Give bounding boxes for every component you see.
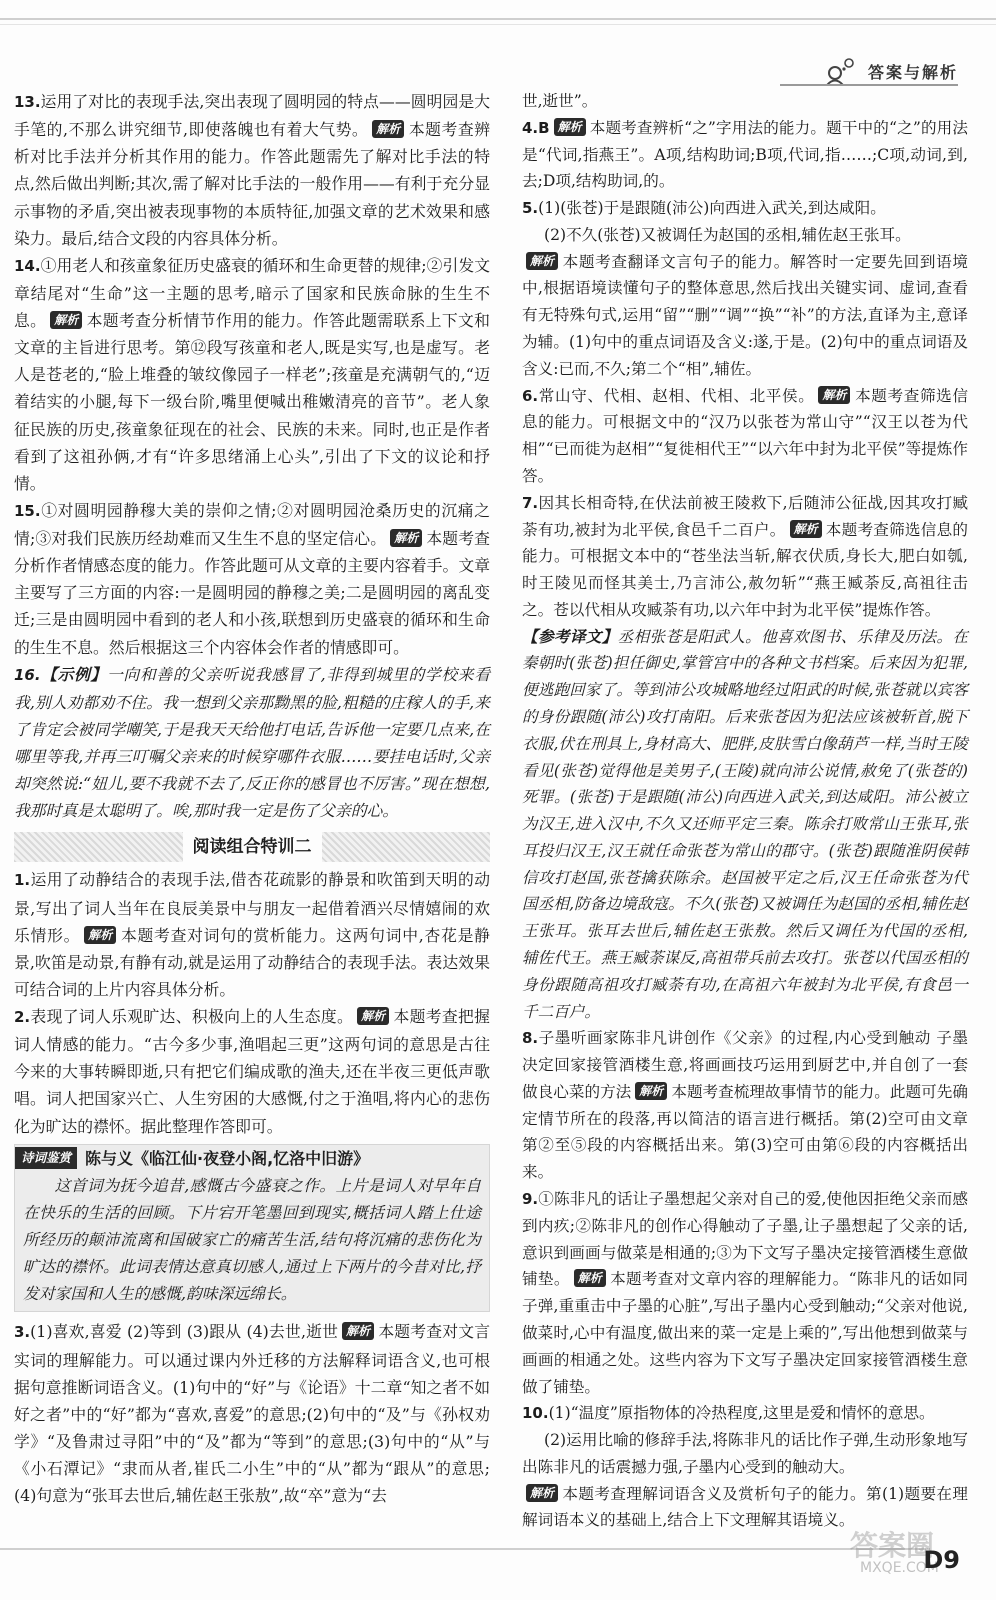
item-number: 9. — [522, 1190, 539, 1209]
analysis-text: 本题考查翻译文言句子的能力。解答时一定要先回到语境中,根据语境读懂句子的整体意思,然后找出关键实词、虚词,查看有无特殊句式,运用“留”“删”“调”“换”“补”的方法,直译为主,意译为辅。(1)句中的重点词语及含义:遂,于是。(2)句中的重点词语及含义:已而,不久;第二个“相”,辅佐。 — [522, 252, 968, 378]
thinking-person-icon — [824, 56, 858, 86]
bottom-divider — [0, 1548, 930, 1550]
answer-item-8 — [522, 1025, 968, 1186]
answer-text: ①用老人和孩童象征历史盛衰的循环和生命更替的规律;②引发文章结尾对“生命”这一主题的思考,暗示了国家和民族命脉的生生不息。 — [14, 255, 490, 330]
section-title: 阅读组合特训二 — [183, 832, 322, 862]
answer-item-4 — [522, 115, 968, 195]
item-number: 15. — [14, 501, 41, 520]
answer-text: 子墨听画家陈非凡讲创作《父亲》的过程,内心受到触动 子墨决定回家接管酒楼生意,将画画技巧运用到厨艺中,并自创了一套做良心菜的方法 — [522, 1029, 968, 1101]
reference-translation — [522, 624, 968, 1026]
watermark-url: MXQE.COM — [860, 1560, 939, 1576]
analysis-text: 本题考查对文章内容的理解能力。“陈非凡的话如同子弹,重重击中子墨的心脏”,写出子墨内心受到触动;“父亲对他说,做菜时,心中有温度,做出来的菜一定是上乘的”,写出他想到做菜与画画的相通之处。这些内容为下文写子墨决定回家接管酒楼生意做了铺垫。 — [522, 1270, 968, 1396]
item-number: 1. — [14, 871, 31, 890]
analysis-text: 本题考查对词句的赏析能力。这两句词中,杏花是静景,吹笛是动景,有静有动,就是运用了动静结合的表现手法。表达效果可结合词的上片内容具体分析。 — [14, 925, 490, 999]
item-number: 6. — [522, 386, 539, 405]
answer-text: B — [538, 118, 550, 137]
answer-text-2: (2)运用比喻的修辞手法,将陈非凡的话比作子弹,生动形象地写出陈非凡的话震撼力强,子墨内心受到的触动大。 — [522, 1431, 968, 1476]
left-column — [14, 88, 490, 1509]
example-text: 一向和善的父亲听说我感冒了,非得到城里的学校来看我,别人劝都劝不住。我一想到父亲那黝黑的脸,粗糙的庄稼人的手,来了肯定会被同学嘲笑,于是我天天给他打电话,告诉他一定要几点来,在哪里等我,并再三叮嘱父亲来的时候穿哪件衣服……要挂电话时,父亲却突然说:“妞儿,要不我就不去了,反正你的感冒也不厉害。”现在想想,我那时真是太聪明了。唉,那时我一定是伤了父亲的心。 — [14, 664, 490, 821]
reference-text: 丞相张苍是阳武人。他喜欢图书、乐律及历法。在秦朝时(张苍)担任御史,掌管宫中的各种文书档案。后来因为犯罪,便逃跑回家了。等到沛公攻城略地经过阳武的时候,张苍就以宾客的身份跟随(沛公)攻打南阳。后来张苍因为犯法应该被斩首,脱下衣服,伏在刑具上,身材高大、肥胖,皮肤雪白像葫芦一样,当时王陵看见(张苍)觉得他是美男子,(王陵)就向沛公说情,赦免了(张苍的)死罪。(张苍)于是跟随(沛公)向西进入武关,到达咸阳。沛公被立为汉王,进入汉中,不久又还师平定三秦。陈余打败常山王张耳,张耳投归汉王,汉王就任命张苍为常山的郡守。(张苍)跟随淮阴侯韩信攻打赵国,张苍擒获陈余。赵国被平定之后,汉王任命张苍为代国丞相,防备边境敌寇。不久(张苍)又被调任为赵国的丞相,辅佐赵王张耳。张耳去世后,辅佐赵王张敖。然后又调任为代国的丞相,辅佐代王。燕王臧荼谋反,高祖带兵前去攻打。张苍以代国丞相的身份跟随高祖攻打臧荼有功,在高祖六年被封为北平侯,有食邑一千二百户。 — [522, 627, 969, 1021]
answer-item-14 — [14, 252, 490, 497]
page-number: D9 — [923, 1546, 960, 1574]
item-number: 13. — [14, 93, 41, 111]
answer-item-s3 — [14, 1318, 490, 1509]
poem-tag: 诗词鉴赏 — [15, 1147, 77, 1169]
item-number: 4. — [522, 118, 539, 137]
analysis-text: 本题考查筛选信息的能力。可根据文本中的“苍坐法当斩,解衣伏质,身长大,肥白如瓠,时王陵见而怪其美士,乃言沛公,赦勿斩”“燕王臧荼反,高祖往击之。苍以代相从攻臧荼有功,以六年中封为北平侯”提炼作答。 — [522, 520, 968, 619]
item-number: 14. — [14, 256, 41, 275]
item-number: 16. — [14, 665, 41, 684]
header-underline — [780, 84, 958, 86]
analysis-tag: 解析 — [526, 1484, 558, 1502]
item-number: 5. — [522, 199, 539, 218]
example-label: 【示例】 — [40, 664, 107, 684]
analysis-text: 本题考查对文言实词的理解能力。可以通过课内外迁移的方法解释词语含义,也可根据句意推断词语含义。(1)句中的“好”与《论语》十二章“知之者不如好之者”中的“好”都为“喜欢,喜爱”的意思;(2)句中的“及”与《孙权劝学》“及鲁肃过寻阳”中的“及”都为“等到”的意思;(3)句中的“从”与《小石潭记》“隶而从者,崔氏二小生”中的“从”都为“跟从”的意思;(4)句意为“张耳去世后,辅佐赵王张敖”,故“卒”意为“去 — [14, 1322, 490, 1506]
analysis-tag: 解析 — [390, 529, 422, 547]
poem-title: 陈与义《临江仙·夜登小阁,忆洛中旧游》 — [85, 1148, 370, 1168]
answer-item-10 — [522, 1400, 968, 1534]
analysis-tag: 解析 — [574, 1269, 606, 1287]
reference-label: 【参考译文】 — [522, 627, 618, 646]
item-number: 3. — [14, 1323, 31, 1342]
analysis-tag: 解析 — [372, 120, 404, 138]
answer-item-6 — [522, 383, 968, 490]
analysis-text: 本题考查分析作者情感态度的能力。作答此题可从文章的主要内容着手。文章主要写了三方面的内容:一是圆明园的静穆之美;二是圆明园的离乱变迁;三是由圆明园中看到的老人和小孩,联想到历史盛衰的循环和生命的生生不息。然后根据这三个内容体会作者的情感即可。 — [14, 529, 490, 657]
answer-text: 运用了对比的表现手法,突出表现了圆明园的特点——圆明园是大手笔的,不那么讲究细节,即使落魄也有着大气势。 — [14, 92, 490, 140]
analysis-text: 本题考查梳理故事情节的能力。此题可先确定情节所在的段落,再以简洁的语言进行概括。第(2)空可由文章第②至⑤段的内容概括出来。第(3)空可由第⑥段的内容概括出来。 — [522, 1082, 968, 1182]
answer-item-13 — [14, 88, 490, 252]
answer-item-15 — [14, 497, 490, 661]
analysis-tag: 解析 — [554, 118, 586, 136]
poem-body: 这首词为抚今追昔,感慨古今盛衰之作。上片是词人对早年自在快乐的生活的回顾。下片宕开笔墨回到现实,概括词人踏上仕途所经历的颠沛流离和国破家亡的痛苦生活,结句将沉痛的悲伤化为旷达的襟怀。此词表情达意真切感人,通过上下两片的今昔对比,抒发对家国和人生的感慨,韵味深远绵长。 — [23, 1175, 481, 1304]
analysis-tag: 解析 — [818, 386, 850, 404]
analysis-text: 本题考查分析情节作用的能力。作答此题需联系上下文和文章的主旨进行思考。第⑫段写孩童和老人,既是实写,也是虚写。老人是苍老的,“脸上堆叠的皱纹像园子一样老”;孩童是充满朝气的,“迈着结实的小腿,每下一级台阶,嘴里便喊出稚嫩清亮的音节”。老人象征民族的历史,孩童象征现在的社会、民族的未来。同时,也正是作者看到了这祖孙俩,才有“许多思绪涌上心头”,引出了下文的议论和抒情。 — [14, 311, 490, 493]
analysis-tag: 解析 — [84, 926, 116, 944]
answer-item-7 — [522, 490, 968, 624]
watermark-logo: 答案圈 — [850, 1529, 935, 1562]
poem-appreciation-box — [14, 1144, 490, 1313]
answer-text: 常山守、代相、赵相、代相、北平侯。 — [538, 386, 815, 405]
answer-text: ①对圆明园静穆大美的崇仰之情;②对圆明园沧桑历史的沉痛之情;③对我们民族历经劫难而又生生不息的坚定信心。 — [14, 500, 490, 548]
analysis-text: 本题考查把握词人情感的能力。“古今多少事,渔唱起三更”这两句词的意思是古往今来的大事转瞬即逝,只有把它们编成歌的渔夫,还在半夜三更低声歌唱。词人把国家兴亡、人生穷困的大感慨,付之于渔唱,将内心的悲伤化为旷达的襟怀。据此整理作答即可。 — [14, 1007, 490, 1136]
top-divider-thin — [0, 24, 996, 25]
answer-text: (1)“温度”原指物体的冷热程度,这里是爱和情怀的意思。 — [548, 1404, 935, 1423]
analysis-tag: 解析 — [790, 520, 822, 538]
answer-item-s2 — [14, 1003, 490, 1140]
analysis-text: 本题考查辨析对比手法并分析其作用的能力。作答此题需先了解对比手法的特点,然后做出判断;其次,需了解对比手法的一般作用——有利于充分显示事物的矛盾,突出被表现事物的本质特征,加强文章的艺术效果和感染力。最后,结合文段的内容具体分析。 — [14, 120, 490, 248]
answer-text: (1)喜欢,喜爱 (2)等到 (3)跟从 (4)去世,逝世 — [30, 1322, 339, 1342]
answer-item-9 — [522, 1186, 968, 1400]
analysis-tag: 解析 — [526, 252, 558, 270]
poem-header — [15, 1145, 481, 1172]
answer-item-s1 — [14, 866, 490, 1003]
right-column — [522, 88, 968, 1534]
item-number: 10. — [522, 1404, 549, 1423]
analysis-tag: 解析 — [50, 311, 82, 329]
answer-text-2: (2)不久(张苍)又被调任为赵国的丞相,辅佐赵王张耳。 — [544, 225, 911, 244]
top-divider — [0, 18, 996, 20]
answer-text: 运用了动静结合的表现手法,借杏花疏影的静景和吹笛到天明的动景,写出了词人当年在良辰美景中与朋友一起借着酒兴尽情嬉闹的欢乐情形。 — [14, 870, 490, 945]
analysis-tag: 解析 — [342, 1322, 374, 1340]
item-number: 7. — [522, 493, 539, 512]
page-header — [824, 56, 958, 86]
analysis-text: 本题考查理解词语含义及赏析句子的能力。第(1)题要在理解词语本义的基础上,结合上下文理解其语境义。 — [522, 1484, 968, 1530]
item-number: 2. — [14, 1008, 31, 1026]
header-title: 答案与解析 — [867, 62, 958, 82]
answer-text: ①陈非凡的话让子墨想起父亲对自己的爱,使他因拒绝父亲而感到内疚;②陈非凡的创作心得触动了子墨,让子墨想起了父亲的话,意识到画画与做菜是相通的;③为下文写子墨决定接管酒楼生意做铺垫。 — [522, 1190, 968, 1289]
answer-item-16 — [14, 661, 490, 825]
analysis-text: 本题考查筛选信息的能力。可根据文中的“汉乃以张苍为常山守”“汉王以苍为代相”“已而徙为赵相”“复徙相代王”“以六年中封为北平侯”等提炼作答。 — [522, 386, 968, 485]
analysis-tag: 解析 — [635, 1082, 667, 1100]
section-title-bar — [14, 832, 490, 862]
analysis-text: 本题考查辨析“之”字用法的能力。题干中的“之”的用法是“代词,指燕王”。A项,结构助词;B项,代词,指……;C项,动词,到,去;D项,结构助词,的。 — [522, 118, 968, 191]
answer-item-5 — [522, 195, 968, 382]
analysis-tag: 解析 — [357, 1007, 389, 1025]
item-number: 8. — [522, 1029, 539, 1048]
answer-text: (1)(张苍)于是跟随(沛公)向西进入武关,到达咸阳。 — [538, 199, 886, 218]
answer-text: 因其长相奇特,在伏法前被王陵救下,后随沛公征战,因其攻打臧荼有功,被封为北平侯,食邑千二百户。 — [522, 493, 968, 539]
continued-text: 世,逝世”。 — [522, 92, 598, 110]
answer-text: 表现了词人乐观旷达、积极向上的人生态度。 — [30, 1007, 354, 1026]
